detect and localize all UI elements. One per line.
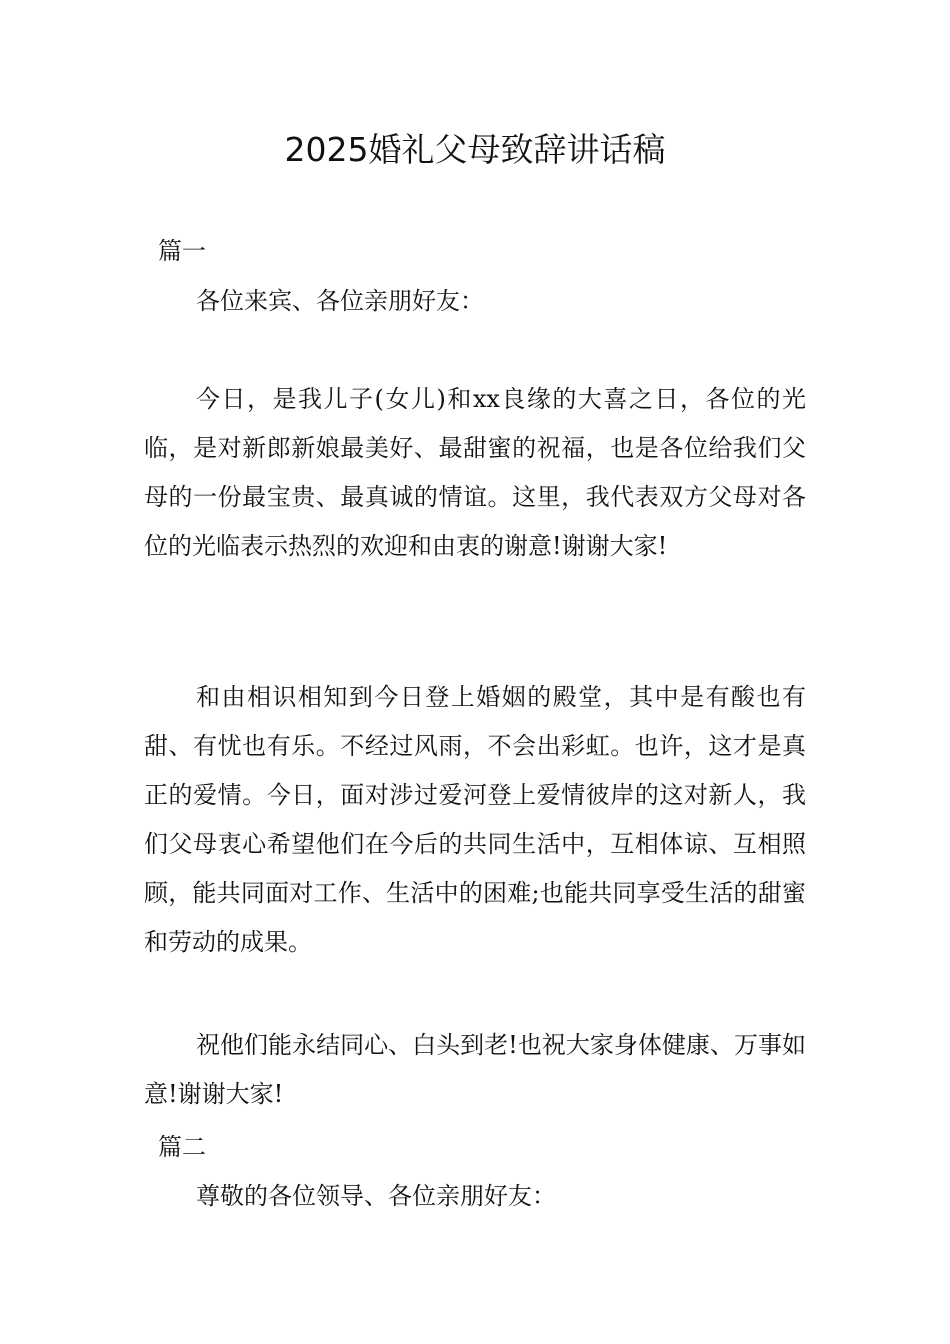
body-paragraph-3: 祝他们能永结同心、白头到老!也祝大家身体健康、万事如意!谢谢大家!: [144, 1031, 806, 1108]
document-title: 2025婚礼父母致辞讲话稿: [284, 130, 666, 169]
body-paragraph-1: 今日，是我儿子(女儿)和xx良缘的大喜之日，各位的光临，是对新郎新娘最美好、最甜蜜的祝福，也是各位给我们父母的一份最宝贵、最真诚的情谊。这里，我代表双方父母对各位的光临表示热烈的欢迎和由衷的谢意!谢谢大家!: [144, 385, 806, 560]
salutation-paragraph: 各位来宾、各位亲朋好友：: [196, 287, 484, 315]
salutation-paragraph-2: 尊敬的各位领导、各位亲朋好友：: [196, 1182, 556, 1210]
body-paragraph-2: 和由相识相知到今日登上婚姻的殿堂，其中是有酸也有甜、有忧也有乐。不经过风雨，不会出彩虹。也许，这才是真正的爱情。今日，面对涉过爱河登上爱情彼岸的这对新人，我们父母衷心希望他们在今后的共同生活中，互相体谅、互相照顾，能共同面对工作、生活中的困难;也能共同享受生活的甜蜜和劳动的成果。: [144, 683, 806, 956]
section-label-2: 篇二: [158, 1133, 206, 1161]
section-label-1: 篇一: [158, 237, 206, 265]
